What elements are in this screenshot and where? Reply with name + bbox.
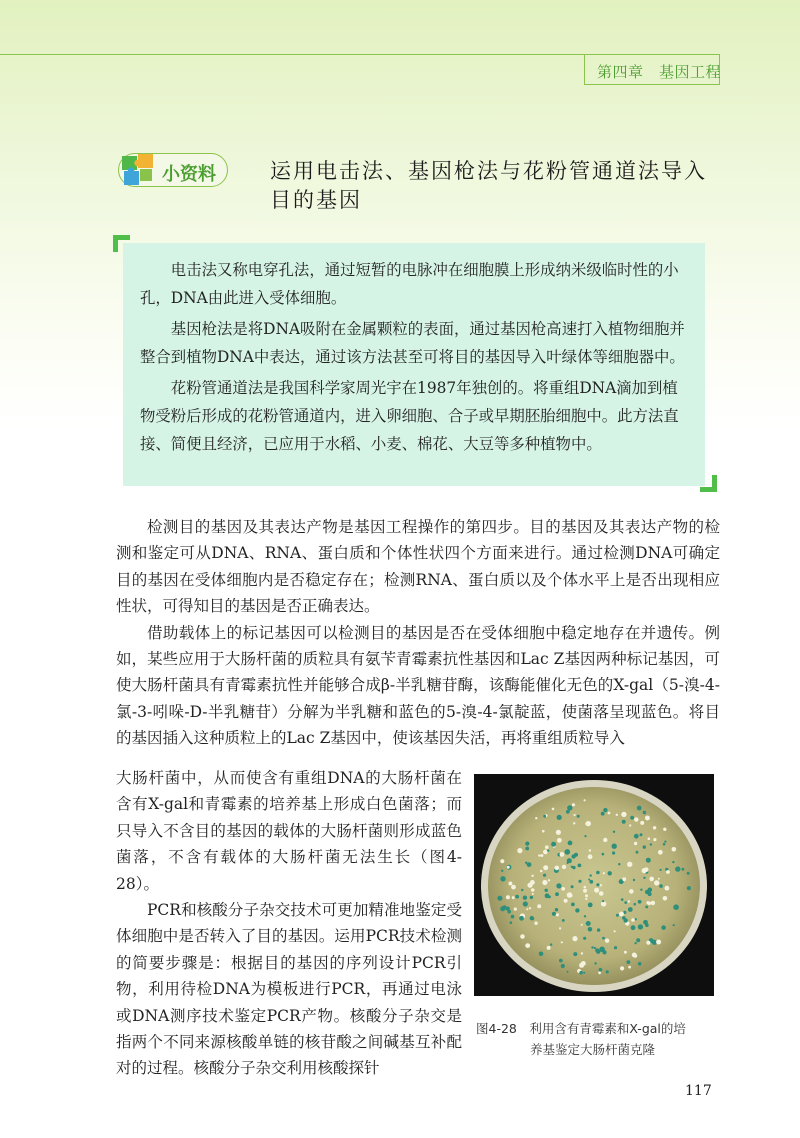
bacterial-colony (556, 830, 561, 835)
bacterial-colony (628, 966, 631, 969)
bacterial-colony (590, 874, 592, 876)
bacterial-colony (567, 862, 569, 864)
bacterial-colony (566, 810, 570, 814)
bacterial-colony (559, 959, 563, 963)
bacterial-colony (661, 925, 666, 930)
bacterial-colony (584, 915, 586, 917)
body-text (116, 514, 720, 752)
bacterial-colony (643, 920, 648, 925)
bacterial-colony (630, 816, 634, 820)
caption-line-2: 养基鉴定大肠杆菌克隆 (530, 1042, 656, 1057)
bacterial-colony (608, 812, 611, 815)
bacterial-colony (599, 947, 605, 953)
bacterial-colony (663, 896, 668, 901)
bacterial-colony (673, 924, 675, 926)
bacterial-colony (564, 899, 568, 903)
bacterial-colony (664, 841, 666, 843)
bacterial-colony (624, 901, 627, 904)
bacterial-colony (578, 880, 581, 883)
bacterial-colony (672, 861, 674, 863)
bacterial-colony (574, 814, 576, 816)
bacterial-colony (603, 808, 607, 812)
bacterial-colony (646, 941, 650, 945)
bacterial-colony (614, 930, 616, 932)
bacterial-colony (515, 895, 519, 899)
bacterial-colony (584, 799, 586, 801)
bacterial-colony (629, 824, 631, 826)
bacterial-colony (581, 952, 583, 954)
bacterial-colony (578, 864, 582, 868)
bacterial-colony (577, 815, 580, 818)
bacterial-colony (629, 889, 634, 894)
bacterial-colony (646, 858, 651, 863)
bacterial-colony (588, 879, 590, 881)
info-box-text (140, 256, 692, 461)
bacterial-colony (525, 842, 529, 846)
bacterial-colony (542, 830, 545, 833)
bacterial-colony (583, 889, 587, 893)
bacterial-colony (567, 805, 572, 810)
bacterial-colony (547, 850, 549, 852)
bacterial-colony (634, 842, 637, 845)
bacterial-colony (517, 848, 522, 853)
chapter-title: 第四章 基因工程 (597, 63, 722, 81)
bacterial-colony (562, 919, 565, 922)
bacterial-colony (571, 854, 575, 858)
bacterial-colony (624, 951, 627, 954)
header-rule (0, 54, 584, 55)
bacterial-colony (640, 821, 644, 825)
bacterial-colony (663, 843, 666, 846)
bacterial-colony (567, 971, 569, 973)
bacterial-colony (594, 947, 596, 949)
bacterial-colony (540, 870, 543, 873)
bacterial-colony (510, 921, 513, 924)
bacterial-colony (665, 886, 670, 891)
bacterial-colony (682, 868, 685, 871)
bacterial-colony (594, 962, 596, 964)
bacterial-colony (616, 914, 619, 917)
bacterial-colony (606, 970, 609, 973)
bacterial-colony (555, 866, 560, 871)
bacterial-colony (526, 908, 528, 910)
bacterial-colony (612, 851, 615, 854)
bacterial-colony (586, 821, 591, 826)
bacterial-colony (548, 896, 551, 899)
bacterial-colony (508, 882, 512, 886)
bacterial-colony (621, 898, 624, 901)
bacterial-colony (565, 849, 571, 855)
bacterial-colony (648, 891, 651, 894)
bacterial-colony (570, 895, 572, 897)
bacterial-colony (531, 888, 535, 892)
bacterial-colony (613, 831, 615, 833)
bacterial-colony (500, 859, 504, 863)
bacterial-colony (640, 889, 642, 891)
petri-dish-photo (474, 774, 714, 996)
bacterial-colony (588, 854, 593, 859)
bacterial-colony (497, 896, 502, 901)
bacterial-colony (635, 918, 637, 920)
bacterial-colony (584, 835, 586, 837)
bacterial-colony (527, 862, 532, 867)
bacterial-colony (531, 875, 533, 877)
bacterial-colony (599, 968, 603, 972)
bacterial-colony (545, 845, 549, 849)
bacterial-colony (687, 886, 691, 890)
bacterial-colony (653, 826, 656, 829)
bacterial-colony (643, 811, 646, 814)
bacterial-colony (571, 903, 575, 907)
bacterial-colony (591, 946, 593, 948)
bacterial-colony (612, 844, 617, 849)
bacterial-colony (506, 895, 510, 899)
bacterial-colony (650, 843, 652, 845)
bacterial-colony (636, 851, 639, 854)
bacterial-colony (545, 889, 548, 892)
bacterial-colony (530, 896, 533, 899)
bacterial-colony (622, 820, 626, 824)
bacterial-colony (523, 896, 527, 900)
bacterial-colony (634, 834, 639, 839)
bacterial-colony (672, 847, 677, 852)
bacterial-colony (596, 871, 600, 875)
bacterial-colony (636, 938, 640, 942)
bacterial-colony (659, 884, 663, 888)
bacterial-colony (521, 889, 523, 891)
bacterial-colony (531, 917, 534, 920)
bacterial-colony (632, 953, 637, 958)
bacterial-colony (501, 870, 503, 872)
bacterial-colony (583, 937, 586, 940)
bacterial-colony (581, 924, 583, 926)
bacterial-colony (654, 880, 659, 885)
box-corner-bottom-right (700, 475, 717, 492)
bacterial-colony (507, 866, 510, 869)
bacterial-colony (519, 916, 524, 921)
bacterial-colony (622, 877, 626, 881)
bacterial-colony (600, 884, 602, 886)
bacterial-colony (539, 952, 544, 957)
bacterial-colony (525, 847, 529, 851)
bacterial-colony (584, 886, 587, 889)
bacterial-colony (556, 883, 561, 888)
bacterial-colony (605, 939, 609, 943)
bacterial-colony (656, 940, 661, 945)
bacterial-colony (602, 853, 605, 856)
sidebar-title: 运用电击法、基因枪法与花粉管通道法导入目的基因 (270, 159, 707, 212)
bacterial-colony (596, 883, 599, 886)
bacterial-colony (598, 971, 601, 974)
bacterial-colony (666, 870, 670, 874)
bacterial-colony (542, 880, 547, 885)
bacterial-colony (507, 910, 511, 914)
bacterial-colony (638, 924, 643, 929)
bacterial-colony (552, 912, 556, 916)
badge-label: 小资料 (162, 164, 216, 185)
bacterial-colony (653, 838, 656, 841)
bacterial-colony (586, 921, 591, 926)
bacterial-colony (552, 808, 555, 811)
bacterial-colony (643, 845, 646, 848)
bacterial-colony (597, 928, 600, 931)
bacterial-colony (568, 841, 573, 846)
bacterial-colony (633, 879, 635, 881)
bacterial-colony (537, 904, 541, 908)
bacterial-colony (572, 803, 575, 806)
body-paragraph-2: 借助载体上的标记基因可以检测目的基因是否在受体细胞中稳定地存在并遗传。例如，某些应用于大肠杆菌的质粒具有氨苄青霉素抗性基因和Lac Z基因两种标记基因，可使大肠杆菌具有青霉素抗性并能够合成β-半乳糖苷酶，该酶能催化无色的X-gal（5-溴-4-氯-3-吲哚-D-半乳糖苷）分解为半乳糖和蓝色的5-溴-4-氯靛蓝，使菌落呈现蓝色。将目的基因插入这种质粒上的Lac Z基因中，使该基因失活，再将重组质粒导入 (116, 623, 720, 748)
bacterial-colony (675, 866, 680, 871)
bacterial-colony (624, 918, 628, 922)
bacterial-colony (603, 838, 607, 842)
bacterial-colony (644, 867, 649, 872)
page-number: 117 (685, 1083, 712, 1099)
bacterial-colony (594, 888, 599, 893)
bacterial-colony (634, 817, 638, 821)
bacterial-colony (638, 900, 642, 904)
bacterial-colony (556, 913, 559, 916)
bacterial-colony (561, 887, 565, 891)
bacterial-colony (520, 934, 525, 939)
bacterial-colony (621, 812, 626, 817)
bacterial-colony (589, 849, 591, 851)
bacterial-colony (658, 878, 660, 880)
bacterial-colony (523, 901, 528, 906)
bacterial-colony (560, 852, 565, 857)
bacterial-colony (602, 937, 605, 940)
bacterial-colony (512, 896, 515, 899)
bacterial-colony (579, 971, 583, 975)
bacterial-colony (548, 879, 550, 881)
bacterial-colony (543, 850, 548, 855)
bacterial-colony (634, 903, 637, 906)
body-paragraph-3: PCR和核酸分子杂交技术可更加精准地鉴定受体细胞中是否转入了目的基因。运用PCR技术检测的简要步骤是：根据目的基因的序列设计PCR引物，利用待检DNA为模板进行PCR，再通过电泳或DNA测序技术鉴定PCR产物。核酸分子杂交是指两个不同来源核酸单链的核苷酸之间碱基互补配对的过程。核酸分子杂交利用核酸探针 (116, 901, 462, 1078)
bacterial-colony (616, 814, 618, 816)
bacterial-colony (637, 806, 642, 811)
bacterial-colony (618, 863, 620, 865)
bacterial-colony (583, 972, 585, 974)
bacterial-colony (631, 918, 635, 922)
bacterial-colony (627, 960, 631, 964)
caption-line-1: 图4-28 利用含有青霉素和X-gal的培 (476, 1021, 686, 1036)
body-paragraph-1: 检测目的基因及其表达产物是基因工程操作的第四步。目的基因及其表达产物的检测和鉴定可从DNA、RNA、蛋白质和个体性状四个方面来进行。通过检测DNA可确定目的基因在受体细胞内是否稳定存在；检测RNA、蛋白质以及个体水平上是否出现相应性状，可得知目的基因是否正确表达。 (116, 518, 720, 616)
bacterial-colony (603, 872, 605, 874)
bacterial-colony (550, 943, 552, 945)
bacterial-colony (547, 946, 551, 950)
bacterial-colony (687, 872, 690, 875)
bacterial-colony (620, 966, 624, 970)
chapter-tab-bottom-rule (584, 84, 720, 85)
puzzle-icon (118, 150, 160, 190)
bacterial-colony (543, 865, 548, 870)
bacterial-colony (532, 893, 534, 895)
bacterial-colony (559, 927, 561, 929)
bacterial-colony (551, 842, 556, 847)
bacterial-colony (561, 941, 563, 943)
bacterial-colony (557, 838, 562, 843)
bacterial-colony (663, 828, 666, 831)
bacterial-colony (561, 964, 565, 968)
info-paragraph-gene-gun: 基因枪法是将DNA吸附在金属颗粒的表面，通过基因枪高速打入植物细胞并整合到植物DNA中表达，通过该方法甚至可将目的基因导入叶绿体等细胞器中。 (140, 320, 685, 366)
bacterial-colony (646, 901, 649, 904)
body-text-narrow (116, 765, 462, 1082)
bacterial-colony (572, 936, 577, 941)
bacterial-colony (631, 925, 636, 930)
bacterial-colony (585, 894, 588, 897)
bacterial-colony (645, 816, 650, 821)
bacterial-colony (628, 907, 633, 912)
bacterial-colony (588, 903, 593, 908)
bacterial-colony (619, 912, 624, 917)
bacterial-colony (673, 904, 679, 910)
bacterial-colony (529, 907, 531, 909)
bacterial-colony (557, 815, 562, 820)
bacterial-colony (651, 901, 655, 905)
bacterial-colony (543, 874, 546, 877)
bacterial-colony (511, 915, 515, 919)
bacterial-colony (645, 906, 648, 909)
bacterial-colony (555, 908, 558, 911)
bacterial-colony (634, 942, 636, 944)
bacterial-colony (602, 900, 604, 902)
bacterial-colony (648, 837, 651, 840)
bacterial-colony (540, 854, 543, 857)
bacterial-colony (575, 908, 579, 912)
bacterial-colony (525, 943, 530, 948)
bacterial-colony (588, 927, 593, 932)
bacterial-colony (658, 850, 663, 855)
info-paragraph-pollen-tube: 花粉管通道法是我国科学家周光宇在1987年独创的。将重组DNA滴加到植物受粉后形成的花粉管通道内，进入卵细胞、合子或早期胚胎细胞中。此方法直接、简便且经济，已应用于水稻、小麦、棉花、大豆等多种植物中。 (140, 379, 679, 453)
bacterial-colony (627, 862, 632, 867)
bacterial-colony (530, 880, 535, 885)
bacterial-colony (660, 869, 662, 871)
bacterial-colony (599, 891, 604, 896)
bacterial-colony (571, 885, 574, 888)
bacterial-colony (538, 854, 540, 856)
bacterial-colony (514, 908, 517, 911)
bacterial-colony (614, 946, 617, 949)
bacterial-colony (638, 962, 642, 966)
bacterial-colony (500, 876, 505, 881)
bacterial-colony (571, 866, 573, 868)
bacterial-colony (562, 865, 566, 869)
bacterial-colony (643, 877, 645, 879)
body-paragraph-2-continued: 大肠杆菌中，从而使含有重组DNA的大肠杆菌在含有X-gal和青霉素的培养基上形成白色菌落；而只导入不含目的基因的载体的大肠杆菌则形成蓝色菌落，不含有载体的大肠杆菌无法生长（图4-28）。 (116, 769, 462, 893)
bacterial-colony (535, 817, 537, 819)
bacterial-colony (608, 871, 612, 875)
bacterial-colony (579, 963, 584, 968)
bacterial-colony (589, 880, 593, 884)
bacterial-colony (640, 833, 643, 836)
bacterial-colony (649, 877, 654, 882)
info-paragraph-electroporation: 电击法又称电穿孔法，通过短暂的电脉冲在细胞膜上形成纳米级临时性的小孔，DNA由此进入受体细胞。 (140, 261, 679, 307)
bacterial-colony (628, 900, 630, 902)
bacterial-colony (585, 898, 587, 900)
bacterial-colony (534, 922, 537, 925)
bacterial-colony (573, 822, 575, 824)
bacterial-colony (601, 812, 605, 816)
bacterial-colony (555, 892, 559, 896)
bacterial-colony (511, 885, 516, 890)
bacterial-colony (543, 815, 546, 818)
bacterial-colony (502, 905, 506, 909)
bacterial-colony (573, 952, 577, 956)
figure-caption (476, 1018, 716, 1060)
